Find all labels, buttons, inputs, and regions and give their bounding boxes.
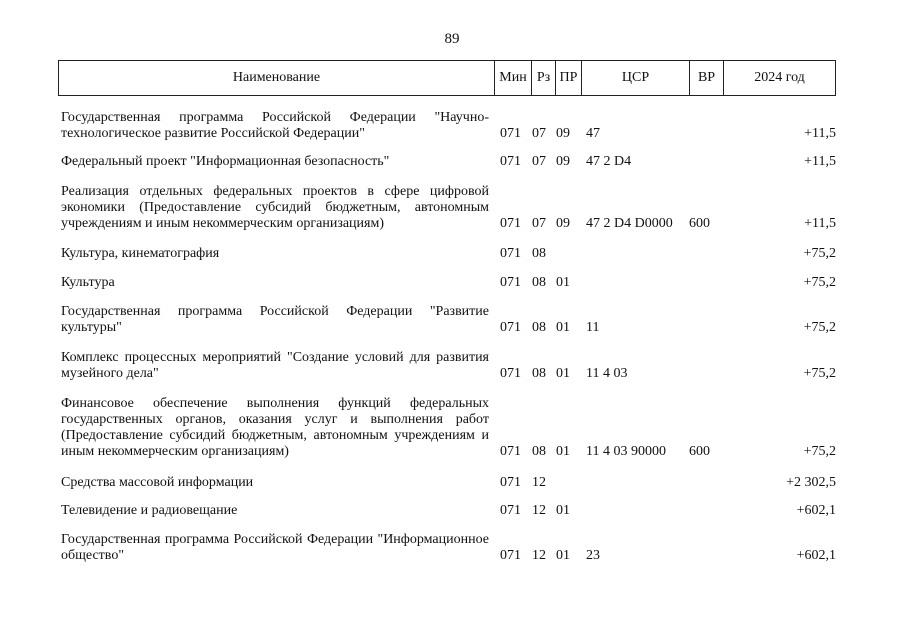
row-rz: 08 xyxy=(532,320,546,335)
row-rz: 07 xyxy=(532,154,546,169)
row-min: 071 xyxy=(500,216,521,231)
row-rz: 07 xyxy=(532,216,546,231)
row-min: 071 xyxy=(500,246,521,261)
row-min: 071 xyxy=(500,126,521,141)
row-name: Государственная программа Российской Федерации "Информационное общество" xyxy=(61,532,489,563)
row-min: 071 xyxy=(500,275,521,290)
row-name: Федеральный проект "Информационная безопасность" xyxy=(61,154,390,169)
row-pr: 01 xyxy=(556,444,570,459)
row-pr: 01 xyxy=(556,503,570,518)
row-rz: 12 xyxy=(532,548,546,563)
row-vr: 600 xyxy=(689,216,710,231)
row-name: Реализация отдельных федеральных проектов в сфере цифровой экономики (Предоставление субсидий бюджетным, автономным учреждениям и иным некоммерческим организациям) xyxy=(61,184,489,231)
row-csr: 47 2 D4 D0000 xyxy=(586,216,673,231)
row-min: 071 xyxy=(500,366,521,381)
row-value: +11,5 xyxy=(804,126,836,141)
row-pr: 01 xyxy=(556,320,570,335)
row-value: +11,5 xyxy=(804,154,836,169)
header-year: 2024 год xyxy=(723,61,835,95)
row-pr: 09 xyxy=(556,126,570,141)
row-pr: 09 xyxy=(556,154,570,169)
row-value: +75,2 xyxy=(803,366,836,381)
row-value: +75,2 xyxy=(803,275,836,290)
row-rz: 12 xyxy=(532,475,546,490)
row-rz: 08 xyxy=(532,275,546,290)
row-name: Государственная программа Российской Федерации "Развитие культуры" xyxy=(61,304,489,335)
row-value: +11,5 xyxy=(804,216,836,231)
row-pr: 01 xyxy=(556,275,570,290)
table-header xyxy=(58,60,836,96)
row-csr: 47 2 D4 xyxy=(586,154,632,169)
row-csr: 11 xyxy=(586,320,600,335)
row-csr: 47 xyxy=(586,126,600,141)
row-min: 071 xyxy=(500,320,521,335)
row-rz: 08 xyxy=(532,444,546,459)
row-rz: 07 xyxy=(532,126,546,141)
header-csr: ЦСР xyxy=(581,61,689,95)
row-min: 071 xyxy=(500,444,521,459)
row-min: 071 xyxy=(500,154,521,169)
row-min: 071 xyxy=(500,503,521,518)
header-name: Наименование xyxy=(232,70,321,85)
row-value: +75,2 xyxy=(803,246,836,261)
row-name: Средства массовой информации xyxy=(61,475,254,490)
row-rz: 08 xyxy=(532,246,546,261)
row-value: +2 302,5 xyxy=(786,475,836,490)
row-csr: 11 4 03 xyxy=(586,366,628,381)
row-csr: 11 4 03 90000 xyxy=(586,444,666,459)
row-name: Культура, кинематография xyxy=(61,246,220,261)
row-pr: 01 xyxy=(556,366,570,381)
row-value: +75,2 xyxy=(803,444,836,459)
row-vr: 600 xyxy=(689,444,710,459)
row-pr: 09 xyxy=(556,216,570,231)
row-pr: 01 xyxy=(556,548,570,563)
row-min: 071 xyxy=(500,548,521,563)
header-vr: ВР xyxy=(689,61,723,95)
row-name: Комплекс процессных мероприятий "Создание условий для развития музейного дела" xyxy=(61,350,489,381)
page-number: 89 xyxy=(444,31,460,47)
row-name: Культура xyxy=(61,275,115,290)
row-name: Финансовое обеспечение выполнения функций федеральных государственных органов, оказания услуг и выполнения работ (Предоставление субсидий бюджетным, автономным учреждениям и иным некоммерческим организациям) xyxy=(61,396,489,459)
row-name: Государственная программа Российской Федерации "Научно-технологическое развитие Российской Федерации" xyxy=(61,110,489,141)
header-rz: Рз xyxy=(531,61,555,95)
header-pr: ПР xyxy=(555,61,581,95)
row-rz: 12 xyxy=(532,503,546,518)
row-name: Телевидение и радиовещание xyxy=(61,503,238,518)
row-value: +602,1 xyxy=(796,548,836,563)
header-min: Мин xyxy=(494,61,531,95)
row-value: +75,2 xyxy=(803,320,836,335)
row-rz: 08 xyxy=(532,366,546,381)
row-csr: 23 xyxy=(586,548,600,563)
row-value: +602,1 xyxy=(796,503,836,518)
row-min: 071 xyxy=(500,475,521,490)
